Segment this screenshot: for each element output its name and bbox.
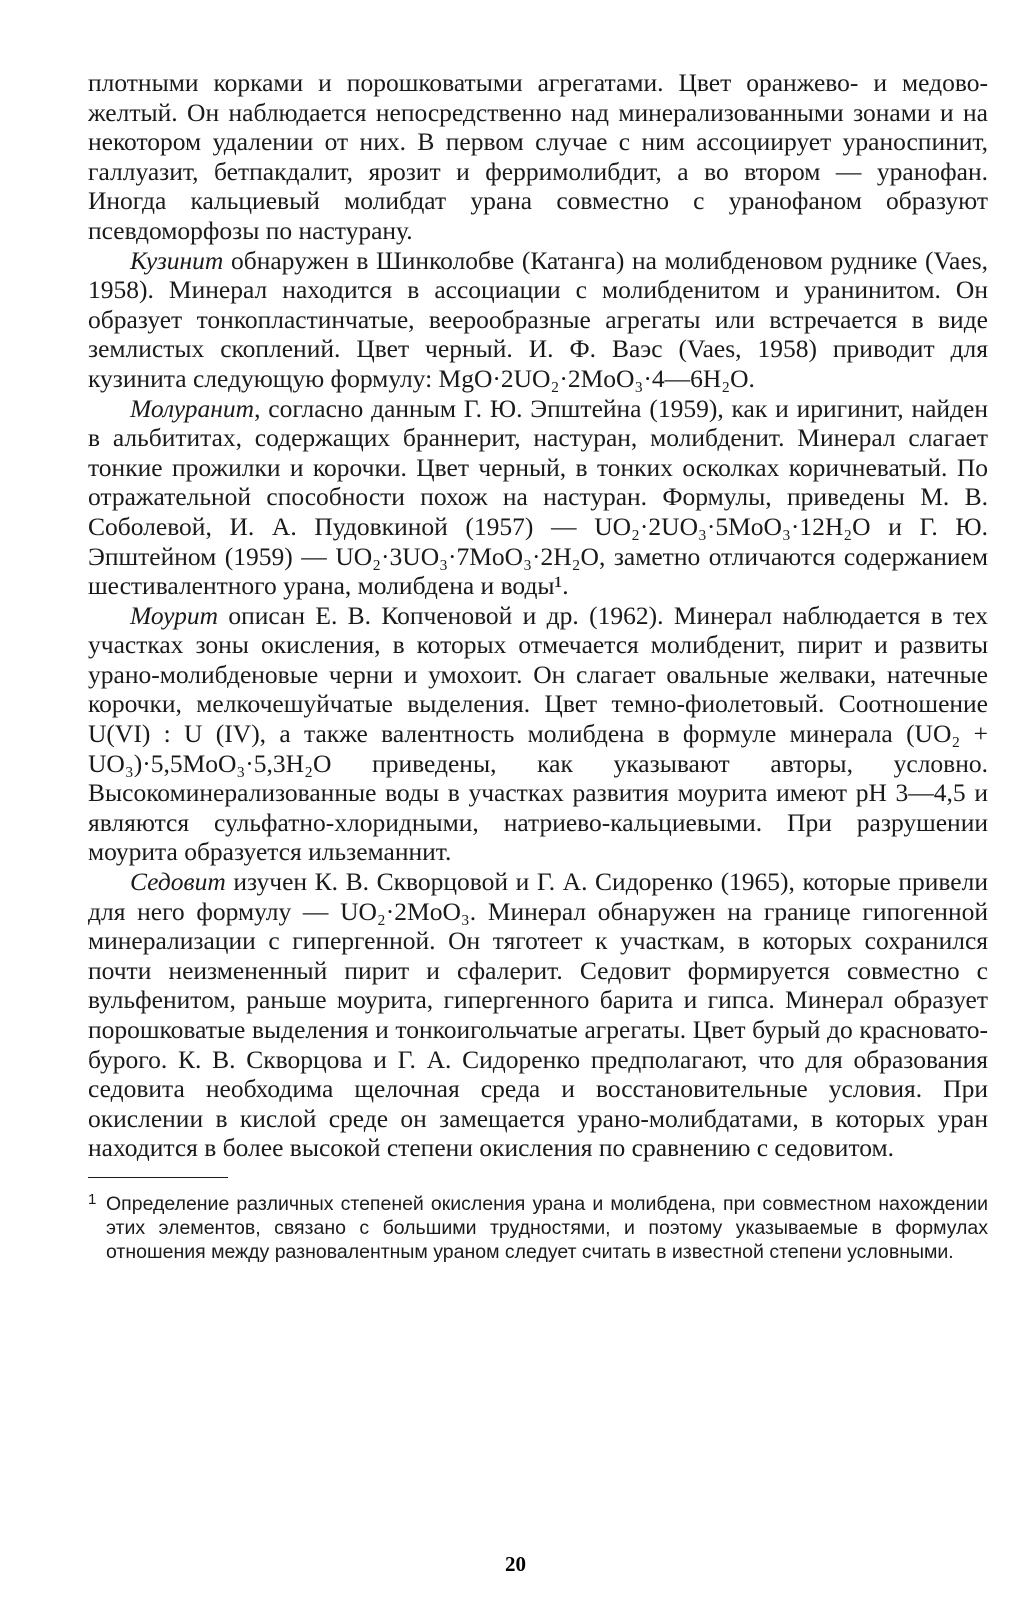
paragraph-3-text: , согласно данным Г. Ю. Эпштейна (1959), как и иригинит, найден в альбититах, содержащих браннерит, настуран, молибденит. Минерал слагает тонкие прожилки и корочки. Цвет черный, в тонких осколках коричневатый. По отражательной способности похож на настуран. Формулы, приведены М. В. Соболевой, И. А. Пудовкиной (1957) — UO₂·2UO₃·5MoO₃·12H₂O и Г. Ю. Эпштейном (1959) — UO₂·3UO₃·7MoO₃·2H₂O, заметно отличаются содержанием шестивалентного урана, молибдена и воды¹.: [88, 393, 988, 601]
footnote-mark: 1: [88, 1190, 97, 1208]
footnote-text: Определение различных степеней окисления урана и молибдена, при совместном нахождении этих элементов, связано с большими трудностями, и поэтому указываемые в формулах отношения между разновалентным ураном следует считать в известной степени условными.: [106, 1192, 988, 1263]
paragraph-2: [88, 246, 988, 394]
paragraph-1-text: плотными корками и порошковатыми агрегатами. Цвет оранжево- и медово-желтый. Он наблюдается непосредственно над минерализованными зонами и на некотором удалении от них. В первом случае с ним ассоциирует ураноспинит, галлуазит, бетпакдалит, ярозит и ферримолибдит, а во втором — уранофан. Иногда кальциевый молибдат урана совместно с уранофаном образуют псевдоморфозы по настурану.: [88, 68, 988, 245]
paragraph-1: [88, 68, 988, 246]
footnote: [88, 1188, 988, 1264]
mineral-term-mourit: Моурит: [130, 600, 219, 630]
paragraph-2-text: обнаружен в Шинколобве (Катанга) на молибденовом руднике (Vaes, 1958). Минерал находится в ассоциации с молибденитом и уранинитом. Он образует тонкопластинчатые, веерообразные агрегаты или встречается в виде землистых скоплений. Цвет черный. И. Ф. Ваэс (Vaes, 1958) приводит для кузинита следующую формулу: MgO·2UO₂·2MoO₃·4—6H₂O.: [88, 245, 988, 393]
mineral-term-sedovit: Седовит: [130, 867, 226, 897]
page-number: 20: [505, 1552, 526, 1576]
footnote-divider: [88, 1177, 228, 1178]
paragraph-4-text: описан Е. В. Копченовой и др. (1962). Минерал наблюдается в тех участках зоны окисления, в которых отмечается молибденит, пирит и развиты урано-молибденовые черни и умохоит. Он слагает овальные желваки, натечные корочки, мелкочешуйчатые выделения. Цвет темно-фиолетовый. Соотношение U(VI) : U (IV), а также валентность молибдена в формуле минерала (UO₂ + UO₃)·5,5MoO₃·5,3H₂O приведены, как указывают авторы, условно. Высокоминерализованные воды в участках развития моурита имеют pH 3—4,5 и являются сульфатно-хлоридными, натриево-кальциевыми. При разрушении моурита образуется ильземаннит.: [88, 600, 988, 867]
mineral-term-moluranit: Молуранит: [130, 393, 255, 423]
paragraph-4: [88, 601, 988, 867]
paragraph-5: [88, 867, 988, 1163]
paragraph-3: [88, 394, 988, 601]
paragraph-5-text: изучен К. В. Скворцовой и Г. А. Сидоренко (1965), которые привели для него формулу — UO₂·2MoO₃. Минерал обнаружен на границе гипогенной минерализации с гипергенной. Он тяготеет к участкам, в которых сохранился почти неизмененный пирит и сфалерит. Седовит формируется совместно с вульфенитом, раньше моурита, гипергенного барита и гипса. Минерал образует порошковатые выделения и тонкоигольчатые агрегаты. Цвет бурый до красновато-бурого. К. В. Скворцова и Г. А. Сидоренко предполагают, что для образования седовита необходима щелочная среда и восстановительные условия. При окислении в кислой среде он замещается урано-молибдатами, в которых уран находится в более высокой степени окисления по сравнению с седовитом.: [88, 867, 988, 1163]
mineral-term-kuzinit: Кузинит: [130, 245, 224, 275]
page-body: [88, 68, 988, 1264]
